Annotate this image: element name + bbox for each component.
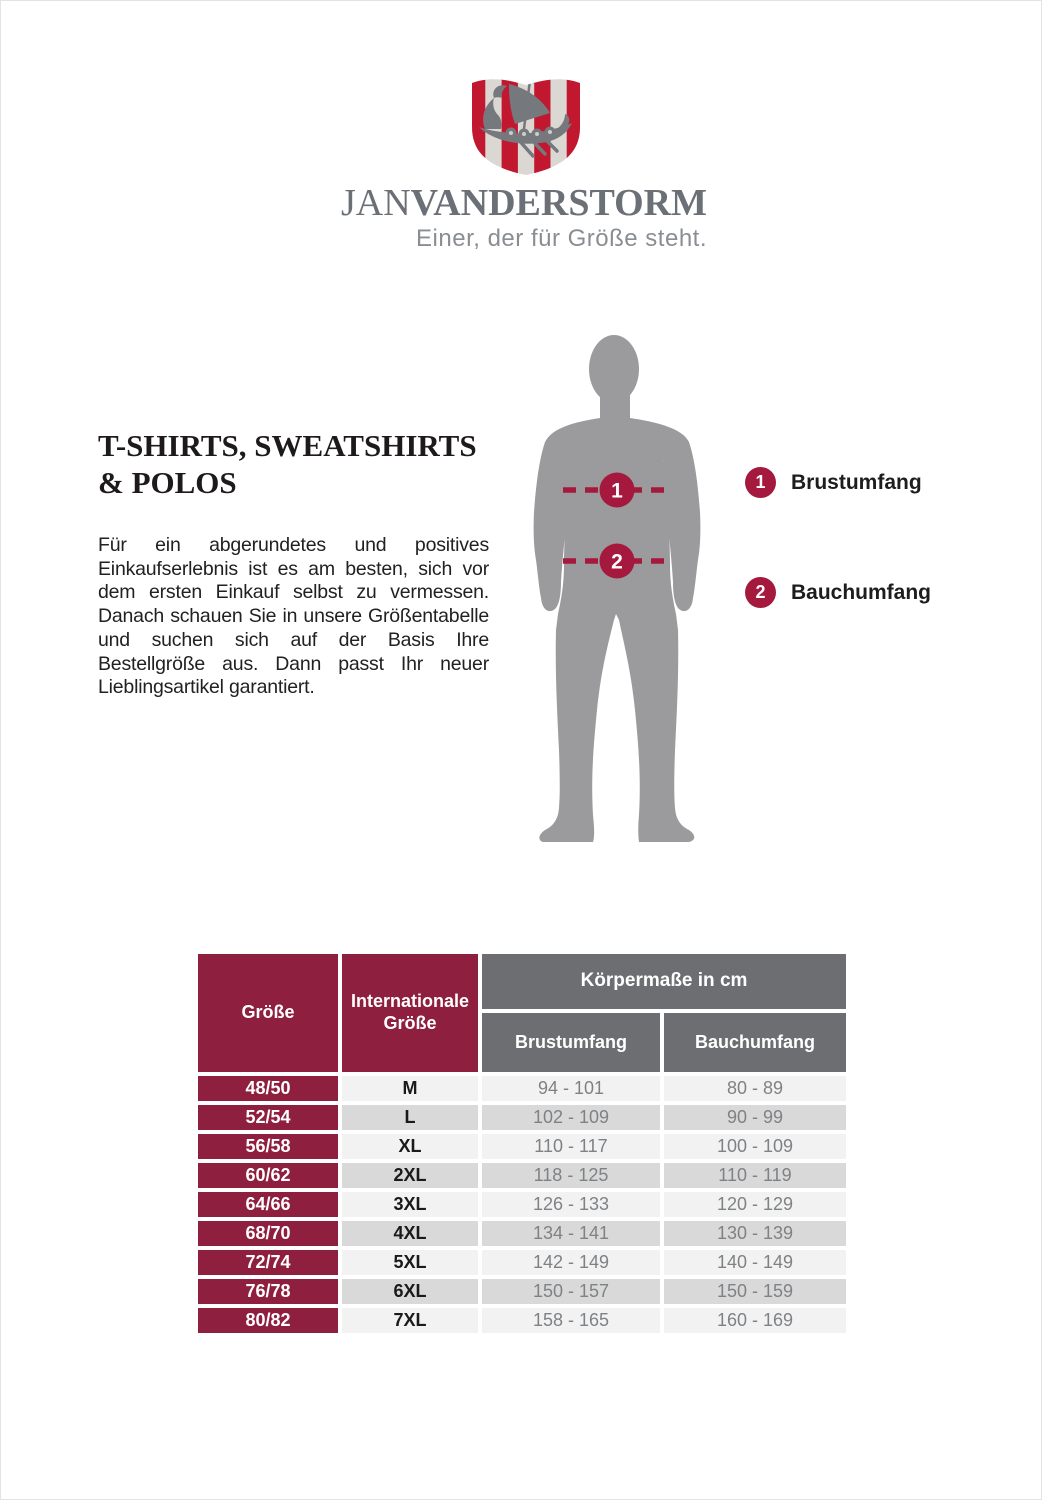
table-cell-brustumfang: 118 - 125 xyxy=(482,1163,660,1188)
table-cell-groesse: 48/50 xyxy=(198,1076,338,1101)
table-cell-international: 4XL xyxy=(342,1221,478,1246)
table-cell-international: XL xyxy=(342,1134,478,1159)
table-cell-brustumfang: 110 - 117 xyxy=(482,1134,660,1159)
table-cell-brustumfang: 134 - 141 xyxy=(482,1221,660,1246)
table-cell-brustumfang: 126 - 133 xyxy=(482,1192,660,1217)
shield-stripe-red xyxy=(469,71,485,179)
table-cell-bauchumfang: 130 - 139 xyxy=(664,1221,846,1246)
size-table xyxy=(198,954,846,1333)
table-cell-groesse: 64/66 xyxy=(198,1192,338,1217)
table-cell-groesse: 80/82 xyxy=(198,1308,338,1333)
column-header-koerpermasse: Körpermaße in cm xyxy=(482,954,846,1009)
legend-label-bauchumfang: Bauchumfang xyxy=(791,580,932,604)
column-header-international: Internationale Größe xyxy=(342,954,478,1072)
intro-paragraph: Für ein abgerundetes und positives Einkaufserlebnis ist es am besten, sich vor dem ersten Einkauf selbst zu vermessen. Danach schauen Sie in unsere Größentabelle und suchen sich auf der Basis Ihre Bestellgröße aus. Dann passt Ihr neuer Lieblingsartikel garantiert. xyxy=(98,534,489,699)
table-cell-international: L xyxy=(342,1105,478,1130)
table-cell-bauchumfang: 160 - 169 xyxy=(664,1308,846,1333)
table-cell-bauchumfang: 120 - 129 xyxy=(664,1192,846,1217)
table-cell-groesse: 76/78 xyxy=(198,1279,338,1304)
table-cell-groesse: 52/54 xyxy=(198,1105,338,1130)
legend-label-brustumfang: Brustumfang xyxy=(791,470,922,494)
table-cell-groesse: 60/62 xyxy=(198,1163,338,1188)
male-silhouette-icon xyxy=(519,330,713,855)
table-cell-brustumfang: 158 - 165 xyxy=(482,1308,660,1333)
column-header-brustumfang: Brustumfang xyxy=(482,1013,660,1072)
table-cell-international: 3XL xyxy=(342,1192,478,1217)
table-cell-bauchumfang: 100 - 109 xyxy=(664,1134,846,1159)
column-header-groesse: Größe xyxy=(198,954,338,1072)
table-cell-bauchumfang: 150 - 159 xyxy=(664,1279,846,1304)
legend-badge-1-icon: 1 xyxy=(745,467,776,498)
table-cell-groesse: 72/74 xyxy=(198,1250,338,1275)
table-cell-bauchumfang: 90 - 99 xyxy=(664,1105,846,1130)
table-cell-bauchumfang: 80 - 89 xyxy=(664,1076,846,1101)
column-header-bauchumfang: Bauchumfang xyxy=(664,1013,846,1072)
brand-logo-shield-icon xyxy=(469,71,583,179)
table-cell-international: 5XL xyxy=(342,1250,478,1275)
page-title xyxy=(98,427,498,501)
legend-badge-2-icon: 2 xyxy=(745,577,776,608)
legend-item-bauchumfang xyxy=(745,577,931,608)
table-cell-brustumfang: 142 - 149 xyxy=(482,1250,660,1275)
male-silhouette xyxy=(534,335,701,842)
table-cell-brustumfang: 94 - 101 xyxy=(482,1076,660,1101)
table-cell-international: M xyxy=(342,1076,478,1101)
table-cell-international: 2XL xyxy=(342,1163,478,1188)
table-cell-bauchumfang: 110 - 119 xyxy=(664,1163,846,1188)
belly-marker-number: 2 xyxy=(611,550,623,574)
brand-name xyxy=(301,182,707,224)
legend-item-brustumfang xyxy=(745,467,922,498)
body-measurement-figure xyxy=(519,330,713,855)
shield-stripe-red xyxy=(534,71,550,179)
viking-ship-shield-icon xyxy=(469,71,583,179)
table-cell-brustumfang: 150 - 157 xyxy=(482,1279,660,1304)
table-cell-bauchumfang: 140 - 149 xyxy=(664,1250,846,1275)
table-cell-international: 6XL xyxy=(342,1279,478,1304)
table-cell-international: 7XL xyxy=(342,1308,478,1333)
table-cell-groesse: 68/70 xyxy=(198,1221,338,1246)
page-title-line2: & POLOS xyxy=(98,465,237,500)
table-cell-brustumfang: 102 - 109 xyxy=(482,1105,660,1130)
table-cell-groesse: 56/58 xyxy=(198,1134,338,1159)
brand-name-vanderstorm: VANDERSTORM xyxy=(410,182,707,224)
page-title-line1: T-SHIRTS, SWEATSHIRTS xyxy=(98,428,477,463)
brand-name-jan: JAN xyxy=(340,182,411,224)
chest-marker-number: 1 xyxy=(611,479,623,503)
brand-tagline: Einer, der für Größe steht. xyxy=(416,225,707,252)
